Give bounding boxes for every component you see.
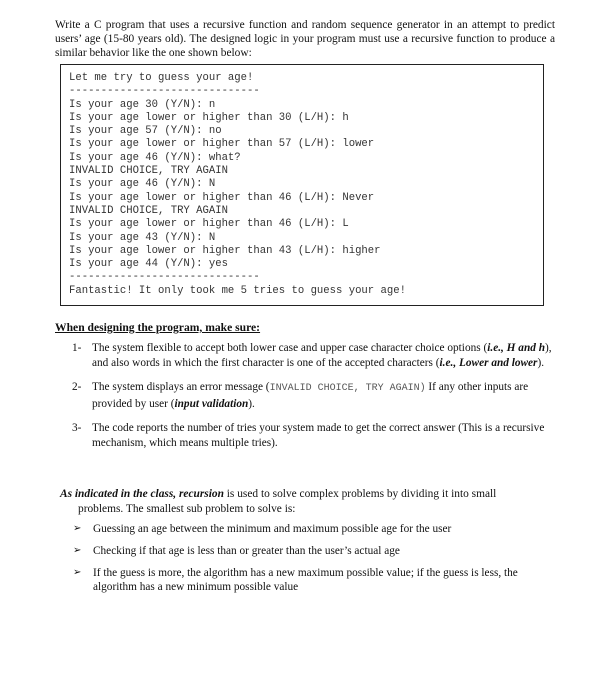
arrowhead-bullet-icon: ➢ bbox=[73, 545, 82, 556]
console-line: INVALID CHOICE, TRY AGAIN bbox=[69, 165, 228, 178]
item-text: The system displays an error message ( bbox=[92, 381, 270, 393]
step-text: Guessing an age between the minimum and maximum possible age for the user bbox=[93, 523, 452, 535]
step-text: Checking if that age is less than or greater than the user’s actual age bbox=[93, 545, 400, 557]
console-line: Is your age lower or higher than 46 (L/H): L bbox=[69, 218, 349, 231]
error-message-code: INVALID CHOICE, TRY AGAIN) bbox=[269, 383, 426, 394]
console-separator: ------------------------------ bbox=[69, 271, 260, 284]
recursion-text: is used to solve complex problems by dividing it into small bbox=[223, 488, 497, 500]
recursion-text: problems. The smallest sub problem to solve is: bbox=[78, 502, 296, 515]
console-line: INVALID CHOICE, TRY AGAIN bbox=[69, 204, 228, 217]
list-item bbox=[73, 544, 553, 558]
console-line: Is your age lower or higher than 57 (L/H): lower bbox=[69, 138, 375, 151]
item-emphasis: i.e., Lower and lower bbox=[439, 356, 538, 369]
recursion-steps-list bbox=[73, 522, 553, 602]
console-line: Is your age 46 (Y/N): what? bbox=[69, 151, 241, 164]
console-line: Is your age lower or higher than 43 (L/H): higher bbox=[69, 244, 381, 257]
item-number: 3- bbox=[72, 422, 82, 434]
console-footer: Fantastic! It only took me 5 tries to guess your age! bbox=[69, 284, 406, 297]
list-item bbox=[73, 566, 553, 594]
console-header: Let me try to guess your age! bbox=[69, 72, 254, 84]
item-text: ). bbox=[248, 397, 255, 410]
arrowhead-bullet-icon: ➢ bbox=[73, 567, 82, 578]
item-text: The system flexible to accept both lower case and upper case character choice options ( bbox=[92, 342, 488, 354]
console-line: Is your age 43 (Y/N): N bbox=[69, 231, 216, 244]
list-item bbox=[73, 522, 553, 536]
item-text: ), and also words in which the first character is one of the accepted characters ( bbox=[92, 342, 552, 369]
step-text: If the guess is more, the algorithm has a new maximum possible value; if the guess is less, the algorithm has a new minimum possible value bbox=[93, 567, 518, 593]
console-line: Is your age 44 (Y/N): yes bbox=[69, 258, 228, 271]
list-item bbox=[72, 421, 552, 450]
item-number: 2- bbox=[72, 381, 82, 393]
list-item bbox=[72, 341, 552, 370]
list-item bbox=[72, 380, 552, 411]
item-text: If any other inputs are provided by user ( bbox=[92, 381, 529, 410]
recursion-paragraph bbox=[60, 487, 555, 516]
console-line: Is your age 46 (Y/N): N bbox=[69, 178, 216, 191]
console-line: Is your age lower or higher than 30 (L/H): h bbox=[69, 111, 349, 124]
assignment-intro: Write a C program that uses a recursive function and random sequence generator in an attempt to predict users’ age (15-80 years old). The designed logic in your program must use a recursive function to produce a similar behavior like the one shown below: bbox=[55, 19, 555, 60]
console-separator: ------------------------------ bbox=[69, 85, 260, 98]
design-requirements-list bbox=[72, 341, 552, 460]
item-text: The code reports the number of tries your system made to get the correct answer (This is a recursive mechanism, which means multiple tries). bbox=[92, 422, 545, 449]
sample-console-output bbox=[60, 64, 544, 306]
console-line: Is your age 30 (Y/N): n bbox=[69, 98, 216, 111]
item-emphasis: i.e., H and h bbox=[487, 342, 545, 354]
recursion-lead: As indicated in the class, recursion bbox=[60, 488, 224, 500]
item-number: 1- bbox=[72, 342, 82, 354]
design-requirements-heading: When designing the program, make sure: bbox=[55, 321, 261, 334]
item-text: ). bbox=[537, 356, 545, 369]
arrowhead-bullet-icon: ➢ bbox=[73, 523, 82, 534]
console-line: Is your age 57 (Y/N): no bbox=[69, 125, 222, 138]
console-line: Is your age lower or higher than 46 (L/H): Never bbox=[69, 191, 375, 204]
item-emphasis: input validation bbox=[174, 397, 249, 410]
